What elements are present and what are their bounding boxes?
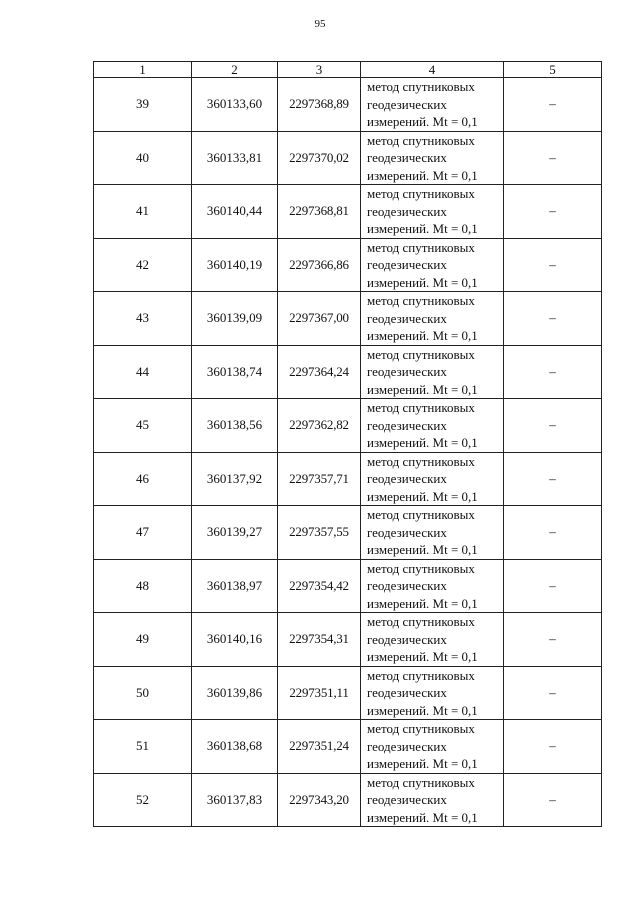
x-coordinate-cell: 360133,60 bbox=[192, 78, 278, 132]
point-number-cell: 48 bbox=[94, 559, 192, 613]
method-cell bbox=[361, 78, 504, 132]
point-number-cell: 39 bbox=[94, 78, 192, 132]
y-coordinate-cell: 2297370,02 bbox=[278, 131, 361, 185]
note-cell: – bbox=[504, 345, 602, 399]
method-line: метод спутниковых bbox=[367, 614, 475, 629]
y-coordinate-cell: 2297368,89 bbox=[278, 78, 361, 132]
method-line: измерений. Mt = 0,1 bbox=[367, 381, 478, 397]
y-coordinate-cell: 2297366,86 bbox=[278, 238, 361, 292]
method-line: геодезических bbox=[367, 524, 447, 540]
method-cell bbox=[361, 559, 504, 613]
method-line: измерений. Mt = 0,1 bbox=[367, 328, 478, 343]
x-coordinate-cell: 360138,68 bbox=[192, 720, 278, 774]
method-line: геодезических bbox=[367, 417, 447, 433]
note-cell: – bbox=[504, 613, 602, 667]
method-line: геодезических bbox=[367, 685, 447, 700]
note-cell: – bbox=[504, 131, 602, 185]
x-coordinate-cell: 360139,09 bbox=[192, 292, 278, 346]
x-coordinate-cell: 360137,92 bbox=[192, 452, 278, 506]
table-row bbox=[94, 506, 602, 560]
point-number-cell: 46 bbox=[94, 452, 192, 506]
table-row bbox=[94, 185, 602, 239]
table-row bbox=[94, 131, 602, 185]
method-cell bbox=[361, 238, 504, 292]
table-row bbox=[94, 720, 602, 774]
method-line: метод спутниковых bbox=[367, 186, 475, 201]
method-line: метод спутниковых bbox=[367, 774, 475, 790]
y-coordinate-cell: 2297343,20 bbox=[278, 773, 361, 827]
method-line: метод спутниковых bbox=[367, 400, 475, 415]
method-cell bbox=[361, 292, 504, 346]
method-line: метод спутниковых bbox=[367, 293, 475, 308]
y-coordinate-cell: 2297351,24 bbox=[278, 720, 361, 774]
y-coordinate-cell: 2297351,11 bbox=[278, 666, 361, 720]
table-body bbox=[94, 78, 602, 827]
point-number-cell: 50 bbox=[94, 666, 192, 720]
point-number-cell: 44 bbox=[94, 345, 192, 399]
y-coordinate-cell: 2297367,00 bbox=[278, 292, 361, 346]
method-cell bbox=[361, 399, 504, 453]
method-line: измерений. Mt = 0,1 bbox=[367, 542, 478, 557]
method-line: измерений. Mt = 0,1 bbox=[367, 809, 478, 825]
note-cell: – bbox=[504, 292, 602, 346]
header-row bbox=[94, 62, 602, 78]
method-cell bbox=[361, 666, 504, 720]
point-number-cell: 42 bbox=[94, 238, 192, 292]
method-line: метод спутниковых bbox=[367, 239, 475, 255]
point-number-cell: 43 bbox=[94, 292, 192, 346]
table-row bbox=[94, 666, 602, 720]
x-coordinate-cell: 360138,56 bbox=[192, 399, 278, 453]
method-line: измерений. Mt = 0,1 bbox=[367, 221, 478, 236]
y-coordinate-cell: 2297357,71 bbox=[278, 452, 361, 506]
note-cell: – bbox=[504, 399, 602, 453]
x-coordinate-cell: 360139,27 bbox=[192, 506, 278, 560]
method-line: измерений. Mt = 0,1 bbox=[367, 649, 478, 664]
method-cell bbox=[361, 185, 504, 239]
header-col-4: 4 bbox=[361, 62, 504, 78]
table-row bbox=[94, 559, 602, 613]
method-line: геодезических bbox=[367, 150, 447, 165]
method-line: метод спутниковых bbox=[367, 667, 475, 683]
table-row bbox=[94, 238, 602, 292]
table-row bbox=[94, 773, 602, 827]
table-header bbox=[94, 62, 602, 78]
table-row bbox=[94, 452, 602, 506]
method-line: метод спутниковых bbox=[367, 721, 475, 736]
method-line: метод спутниковых bbox=[367, 453, 475, 469]
y-coordinate-cell: 2297354,42 bbox=[278, 559, 361, 613]
y-coordinate-cell: 2297362,82 bbox=[278, 399, 361, 453]
method-line: геодезических bbox=[367, 364, 447, 379]
page-number: 95 bbox=[314, 18, 326, 30]
header-col-2: 2 bbox=[192, 62, 278, 78]
point-number-cell: 49 bbox=[94, 613, 192, 667]
note-cell: – bbox=[504, 506, 602, 560]
method-line: метод спутниковых bbox=[367, 560, 475, 576]
y-coordinate-cell: 2297357,55 bbox=[278, 506, 361, 560]
method-line: геодезических bbox=[367, 738, 447, 754]
note-cell: – bbox=[504, 185, 602, 239]
method-line: измерений. Mt = 0,1 bbox=[367, 488, 478, 504]
method-line: измерений. Mt = 0,1 bbox=[367, 167, 478, 183]
coordinates-table bbox=[93, 61, 602, 827]
note-cell: – bbox=[504, 559, 602, 613]
header-col-3: 3 bbox=[278, 62, 361, 78]
method-line: измерений. Mt = 0,1 bbox=[367, 274, 478, 290]
method-line: метод спутниковых bbox=[367, 507, 475, 522]
point-number-cell: 45 bbox=[94, 399, 192, 453]
point-number-cell: 51 bbox=[94, 720, 192, 774]
note-cell: – bbox=[504, 78, 602, 132]
method-cell bbox=[361, 613, 504, 667]
method-cell bbox=[361, 506, 504, 560]
method-cell bbox=[361, 131, 504, 185]
method-line: метод спутниковых bbox=[367, 346, 475, 362]
method-cell bbox=[361, 345, 504, 399]
method-line: геодезических bbox=[367, 471, 447, 486]
method-line: измерений. Mt = 0,1 bbox=[367, 756, 478, 771]
point-number-cell: 41 bbox=[94, 185, 192, 239]
x-coordinate-cell: 360139,86 bbox=[192, 666, 278, 720]
table-row bbox=[94, 78, 602, 132]
x-coordinate-cell: 360133,81 bbox=[192, 131, 278, 185]
point-number-cell: 47 bbox=[94, 506, 192, 560]
x-coordinate-cell: 360138,74 bbox=[192, 345, 278, 399]
table-row bbox=[94, 345, 602, 399]
x-coordinate-cell: 360138,97 bbox=[192, 559, 278, 613]
x-coordinate-cell: 360137,83 bbox=[192, 773, 278, 827]
x-coordinate-cell: 360140,16 bbox=[192, 613, 278, 667]
x-coordinate-cell: 360140,19 bbox=[192, 238, 278, 292]
method-line: измерений. Mt = 0,1 bbox=[367, 435, 478, 450]
x-coordinate-cell: 360140,44 bbox=[192, 185, 278, 239]
method-line: метод спутниковых bbox=[367, 132, 475, 148]
method-line: геодезических bbox=[367, 792, 447, 807]
point-number-cell: 52 bbox=[94, 773, 192, 827]
method-line: метод спутниковых bbox=[367, 79, 475, 94]
note-cell: – bbox=[504, 238, 602, 292]
method-cell bbox=[361, 720, 504, 774]
note-cell: – bbox=[504, 666, 602, 720]
table-row bbox=[94, 292, 602, 346]
method-cell bbox=[361, 773, 504, 827]
note-cell: – bbox=[504, 720, 602, 774]
point-number-cell: 40 bbox=[94, 131, 192, 185]
method-line: геодезических bbox=[367, 310, 447, 326]
method-line: геодезических bbox=[367, 203, 447, 219]
table-row bbox=[94, 399, 602, 453]
y-coordinate-cell: 2297364,24 bbox=[278, 345, 361, 399]
y-coordinate-cell: 2297368,81 bbox=[278, 185, 361, 239]
method-line: геодезических bbox=[367, 257, 447, 272]
method-line: измерений. Mt = 0,1 bbox=[367, 702, 478, 718]
method-cell bbox=[361, 452, 504, 506]
method-line: измерений. Mt = 0,1 bbox=[367, 114, 478, 129]
header-col-1: 1 bbox=[94, 62, 192, 78]
y-coordinate-cell: 2297354,31 bbox=[278, 613, 361, 667]
method-line: геодезических bbox=[367, 578, 447, 593]
method-line: геодезических bbox=[367, 96, 447, 112]
header-col-5: 5 bbox=[504, 62, 602, 78]
note-cell: – bbox=[504, 773, 602, 827]
note-cell: – bbox=[504, 452, 602, 506]
method-line: измерений. Mt = 0,1 bbox=[367, 595, 478, 611]
method-line: геодезических bbox=[367, 631, 447, 647]
table-row bbox=[94, 613, 602, 667]
